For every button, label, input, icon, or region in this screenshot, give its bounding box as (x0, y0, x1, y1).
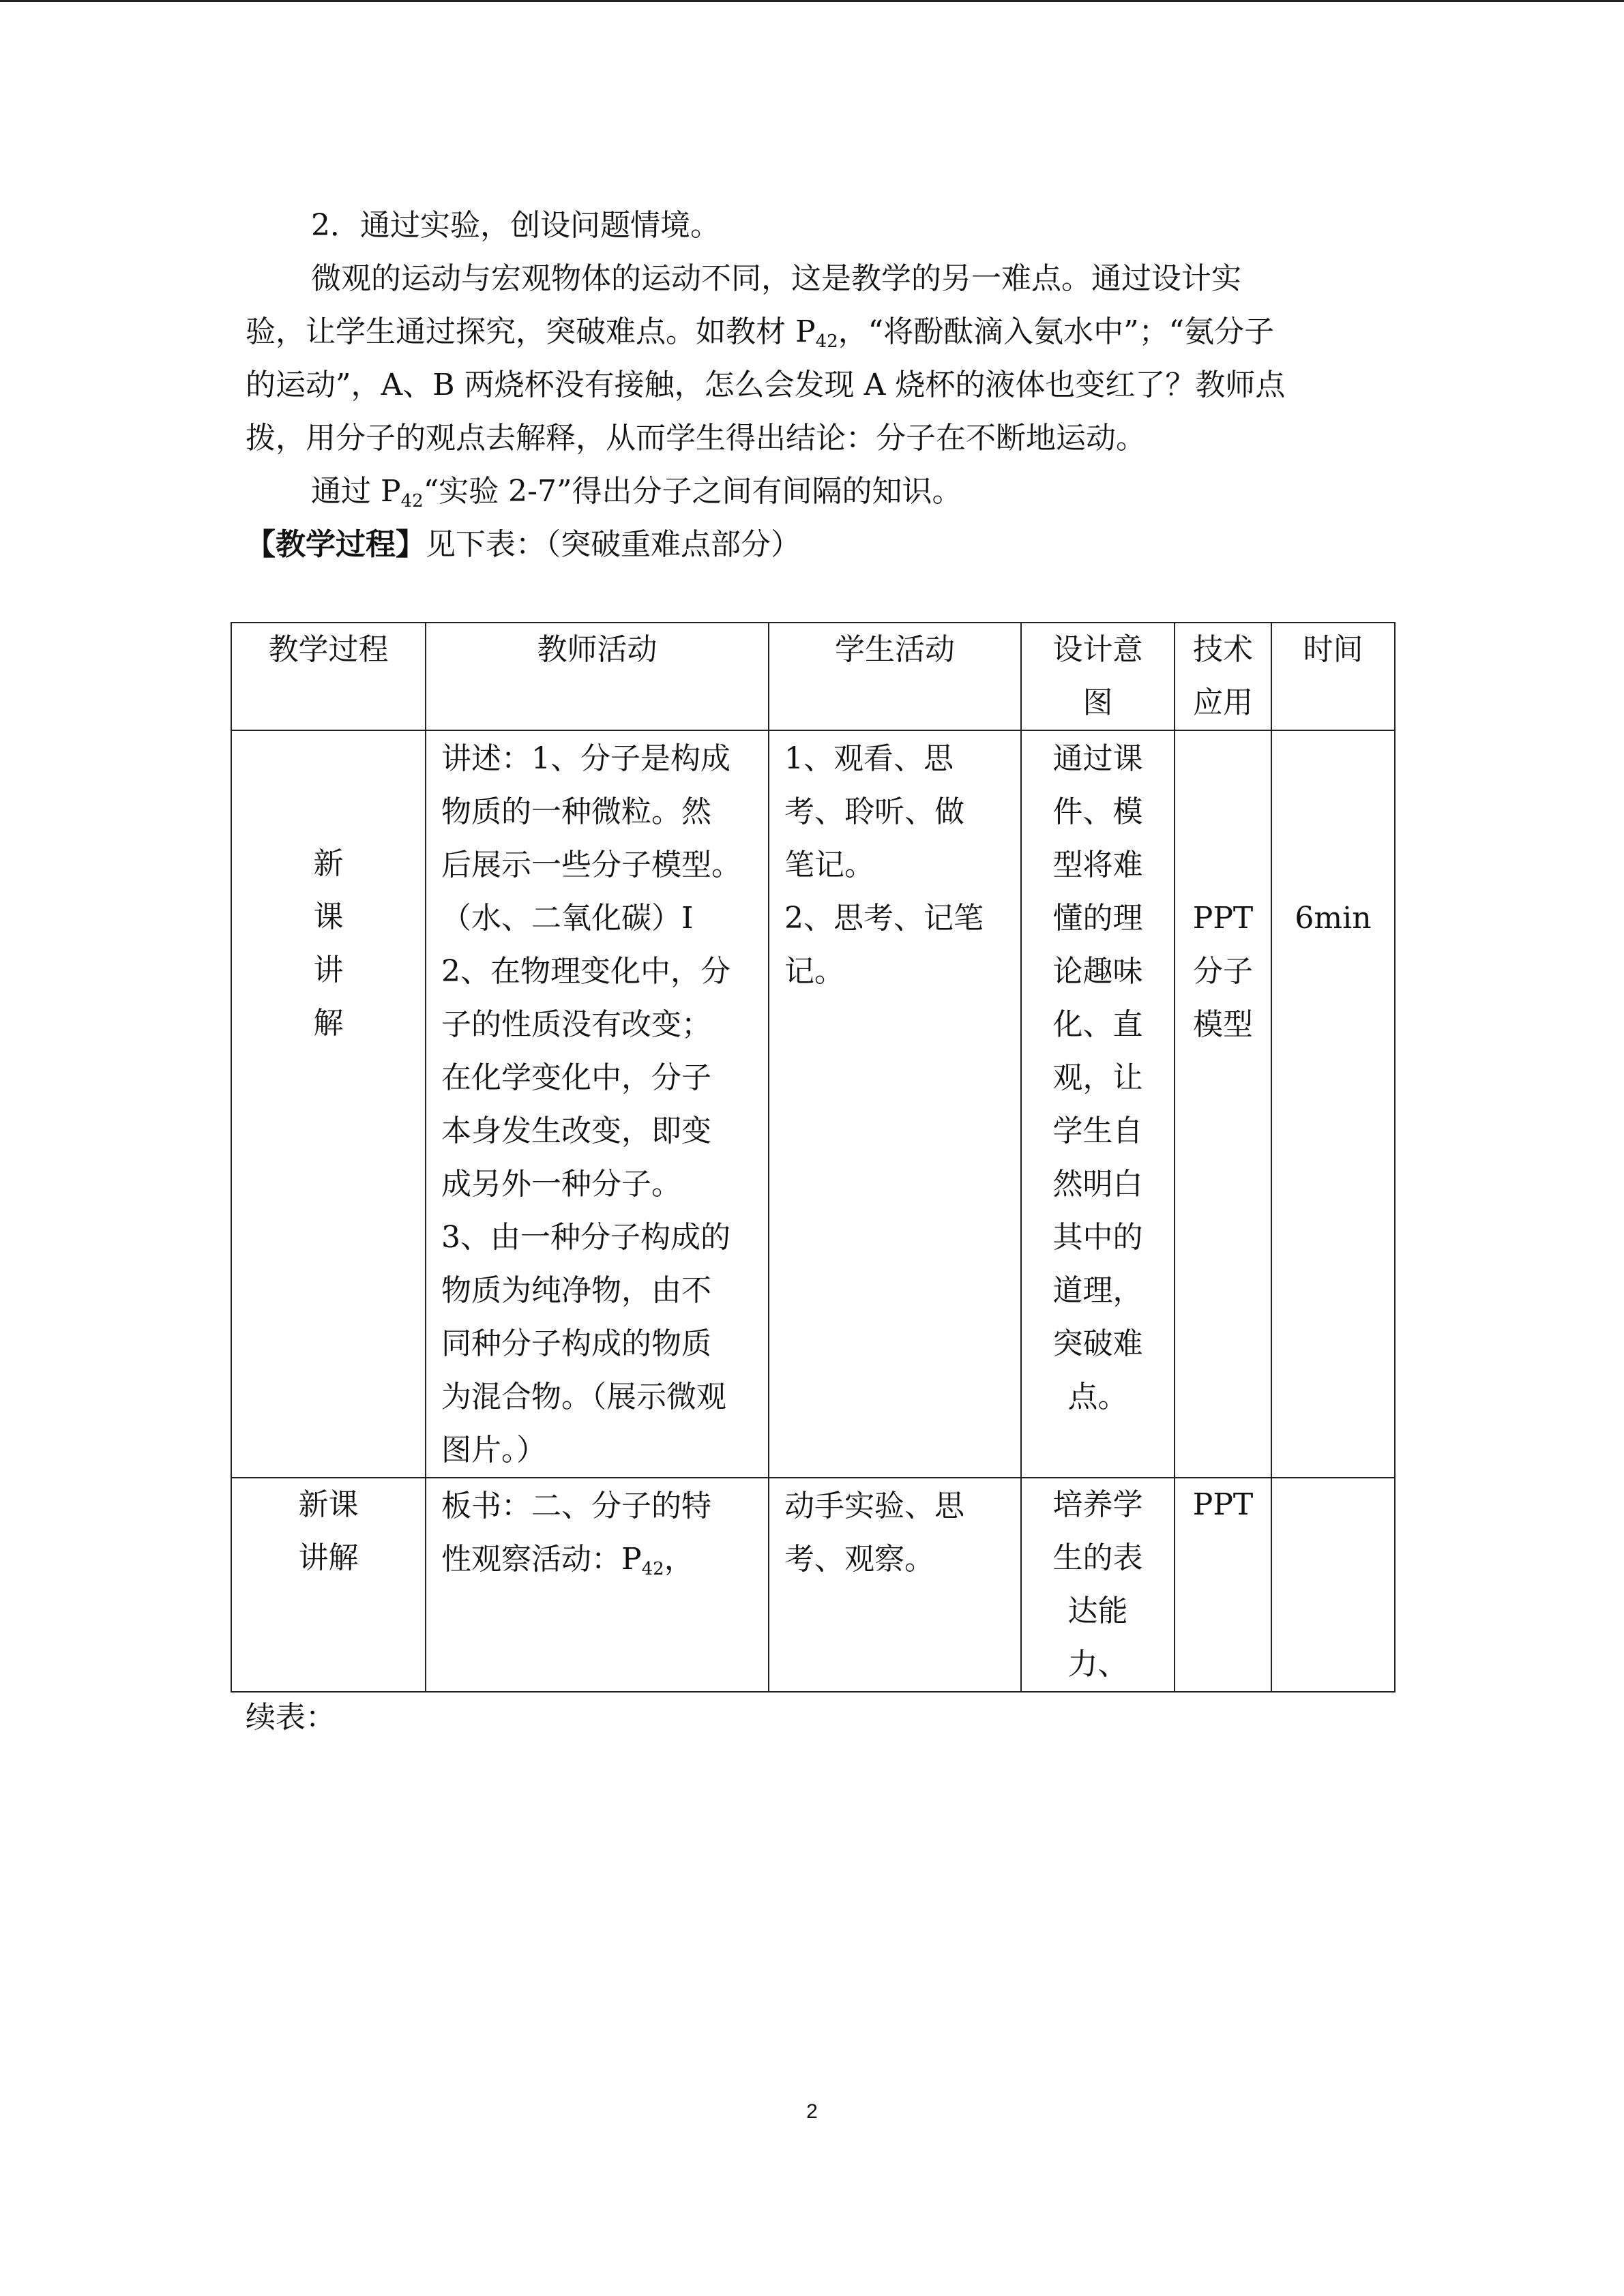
paragraph-line: 拨，用分子的观点去解释，从而学生得出结论：分子在不断地运动。 (246, 421, 1146, 456)
table-row (231, 1478, 1395, 1692)
cell-design-intent: 培养学 生的表 达能 力、 (1021, 1478, 1175, 1692)
paragraph-line: 验，让学生通过探究，突破难点。如教材 $P_{42}$，“将酚酞滴入氨水中”；“氨分子 (246, 314, 1275, 352)
process-heading: 【教学过程】 (246, 527, 426, 562)
cell-teacher-activity: 讲述：1、分子是构成 物质的一种微粒。然 后展示一些分子模型。 （水、二氧化碳）I 2、在物理变化中，分 子的性质没有改变； 在化学变化中，分子 本身发生改变，即变 成另外一种分子。 3、由一种分子构成的 物质为纯净物，由不 同种分子构成的物质 为混合物。（展示微观 图片。） (426, 730, 769, 1478)
process-heading-line (246, 518, 1378, 571)
continued-label: 续表： (246, 1700, 336, 1735)
cell-time (1271, 1478, 1395, 1692)
teaching-process-table (231, 622, 1396, 1693)
cell-design-intent: 通过课 件、模 型将难 懂的理 论趣味 化、直 观，让 学生自 然明白 其中的 道理， 突破难 点。 (1021, 730, 1175, 1478)
paragraph-experiment: 通过 $P_{42}“$实验 2-7”得出分子之间有间隔的知识。 (311, 474, 962, 511)
cell-student-activity: 1、观看、思 考、聆听、做 笔记。 2、思考、记笔 记。 (769, 730, 1021, 1478)
cell-student-activity: 动手实验、思 考、观察。 (769, 1478, 1021, 1692)
cell-teacher-activity: 板书：二、分子的特 性观察活动：$P_{42}$， (426, 1478, 769, 1692)
section-heading: 2．通过实验，创设问题情境。 (311, 208, 720, 243)
cell-process: 新课 讲解 (231, 1478, 426, 1692)
page-top-border (0, 0, 1624, 2)
header-student: 学生活动 (769, 623, 1021, 730)
header-design: 设计意 图 (1021, 623, 1175, 730)
header-teacher: 教师活动 (426, 623, 769, 730)
table-row (231, 730, 1395, 1478)
cell-tech-application: PPT 分子 模型 (1175, 730, 1271, 1478)
header-process: 教学过程 (231, 623, 426, 730)
header-time: 时间 (1271, 623, 1395, 730)
paragraph-line: 的运动”，A、B 两烧杯没有接触，怎么会发现 A 烧杯的液体也变红了？教师点 (246, 368, 1286, 402)
header-tech: 技术 应用 (1175, 623, 1271, 730)
cell-tech-application: PPT (1175, 1478, 1271, 1692)
table-header-row (231, 623, 1395, 730)
process-note: 见下表：（突破重难点部分） (426, 527, 801, 562)
paragraph-difficulty (246, 252, 1378, 465)
cell-time: 6min (1271, 730, 1395, 1478)
paragraph-line: 微观的运动与宏观物体的运动不同，这是教学的另一难点。通过设计实 (311, 261, 1241, 296)
page-number: 2 (806, 2100, 818, 2123)
cell-process: 新 课 讲 解 (231, 730, 426, 1478)
